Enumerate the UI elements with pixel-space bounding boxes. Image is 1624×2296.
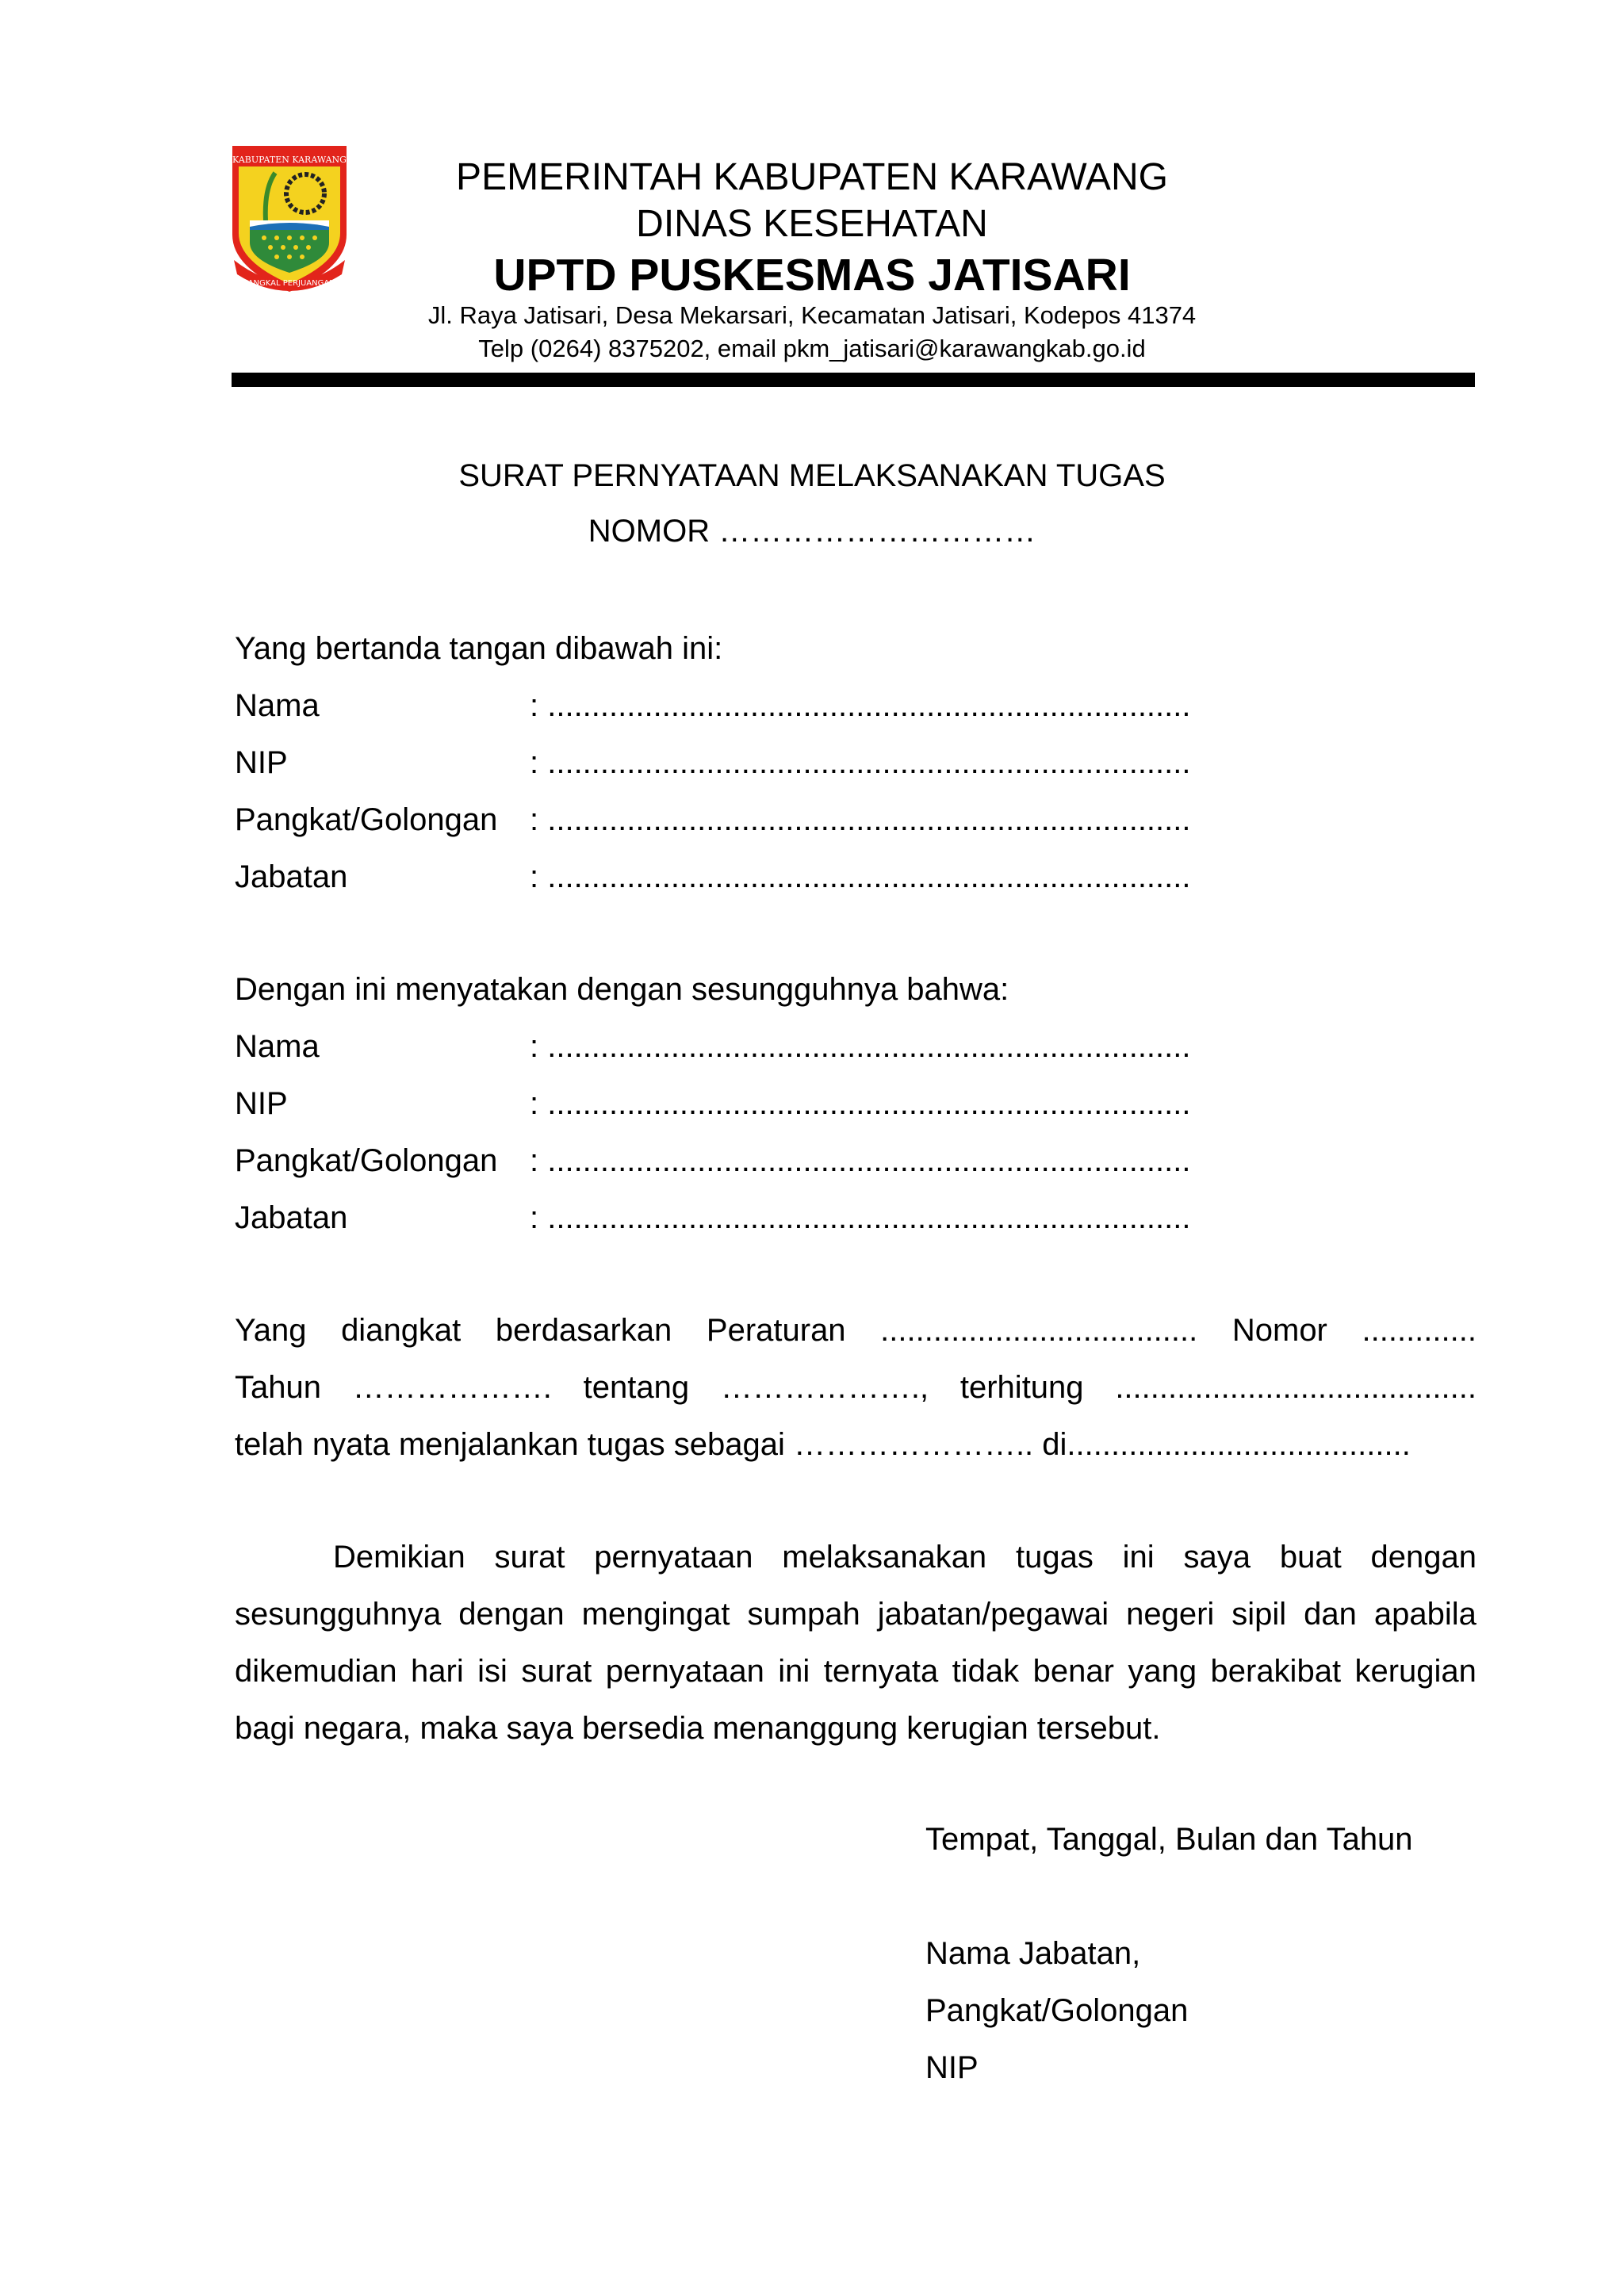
header-address: Jl. Raya Jatisari, Desa Mekarsari, Kecamatan Jatisari, Kodepos 41374 [427,301,1197,329]
document-title: SURAT PERNYATAAN MELAKSANAKAN TUGAS [458,458,1166,493]
section2-intro: Dengan ini menyatakan dengan sesungguhnya bahwa: [235,972,1009,1007]
field-value: : ......................................................................... [530,802,1191,837]
signature-rank: Pangkat/Golongan [925,1993,1189,2028]
field-label: Pangkat/Golongan [235,802,498,837]
field-label: Nama [235,1029,320,1064]
appointment-line-2: Tahun ………………. tentang ………………., terhitung ......................................... [235,1370,1477,1405]
field-label: NIP [235,745,288,780]
field-value: : ......................................................................... [530,1143,1191,1178]
header-contact: Telp (0264) 8375202, email pkm_jatisari@karawangkab.go.id [478,335,1146,362]
header-office: UPTD PUSKESMAS JATISARI [493,250,1131,300]
field-label: Pangkat/Golongan [235,1143,498,1178]
field-value: : ......................................................................... [530,745,1191,780]
appointment-line-1: Yang diangkat berdasarkan Peraturan .................................... Nomor ............. [235,1313,1477,1348]
closing-line-3: dikemudian hari isi surat pernyataan ini ternyata tidak benar yang berakibat kerugian [235,1654,1477,1689]
document-number: NOMOR ………………………… [588,514,1036,549]
field-value: : ......................................................................... [530,1200,1191,1235]
field-label: Nama [235,688,320,723]
header-government: PEMERINTAH KABUPATEN KARAWANG [456,156,1168,198]
field-value: : ......................................................................... [530,1029,1191,1064]
field-label: Jabatan [235,1200,348,1235]
letterhead-divider [232,373,1475,387]
header-department: DINAS KESEHATAN [636,203,988,245]
emblem-bottom-text: PANGKAL PERJUANGAN [243,279,335,288]
signature-nip: NIP [925,2050,979,2085]
field-label: Jabatan [235,859,348,894]
appointment-line-3: telah nyata menjalankan tugas sebagai ………………….. di....................................... [235,1427,1411,1462]
field-value: : ......................................................................... [530,688,1191,723]
closing-line-1: Demikian surat pernyataan melaksanakan tugas ini saya buat dengan [333,1540,1477,1575]
field-value: : ......................................................................... [530,1086,1191,1121]
signature-place-date: Tempat, Tanggal, Bulan dan Tahun [925,1822,1413,1857]
section1-intro: Yang bertanda tangan dibawah ini: [235,631,723,666]
field-value: : ......................................................................... [530,859,1191,894]
emblem-top-text: KABUPATEN KARAWANG [232,155,347,165]
signature-position: Nama Jabatan, [925,1936,1141,1971]
closing-line-4: bagi negara, maka saya bersedia menanggung kerugian tersebut. [235,1711,1161,1746]
closing-line-2: sesungguhnya dengan mengingat sumpah jabatan/pegawai negeri sipil dan apabila [235,1597,1477,1632]
field-label: NIP [235,1086,288,1121]
